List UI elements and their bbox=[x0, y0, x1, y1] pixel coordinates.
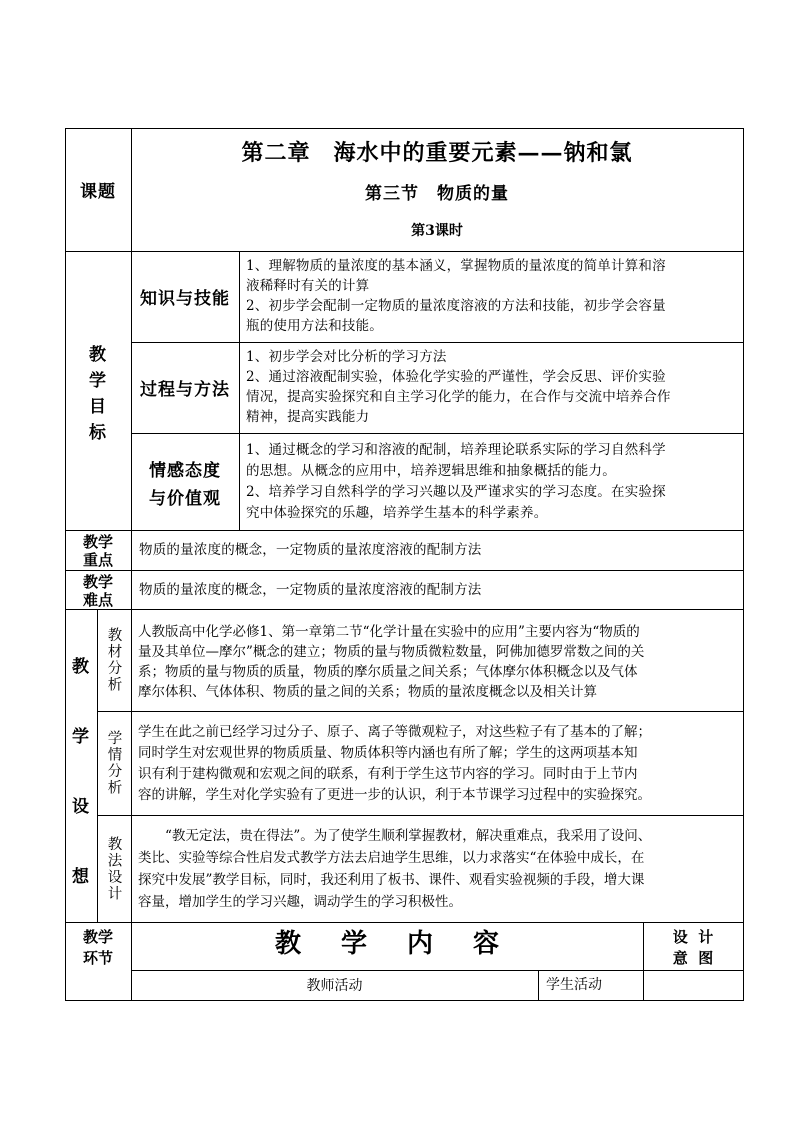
text-line: 2、通过溶液配制实验，体验化学实验的严谨性，学会反思、评价实验 bbox=[246, 369, 666, 385]
process-method-text bbox=[246, 347, 740, 431]
design-label-char: 想 bbox=[72, 866, 90, 887]
objectives-label-char: 学 bbox=[89, 370, 107, 391]
knowledge-skills-label: 知识与技能 bbox=[140, 289, 230, 309]
textbook-analysis-text bbox=[138, 622, 742, 708]
text-line: 量及其单位—摩尔”概念的建立；物质的量与物质微粒数量，阿佛加德罗常数之间的关 bbox=[138, 644, 645, 660]
design-intent-line: 意 图 bbox=[672, 948, 714, 967]
lesson-title: 第3课时 bbox=[411, 223, 463, 239]
key-point-text: 物质的量浓度的概念，一定物质的量浓度溶液的配制方法 bbox=[139, 542, 482, 558]
emotion-values-label-line: 情感态度 bbox=[149, 460, 221, 481]
design-label bbox=[65, 609, 97, 922]
stage-label bbox=[65, 922, 131, 970]
topic-label: 课题 bbox=[80, 182, 116, 202]
text-line: “教无定法，贵在得法”。为了使学生顺利掌握教材，解决重难点，我采用了设问、 bbox=[138, 828, 652, 844]
emotion-values-text bbox=[246, 440, 740, 528]
knowledge-skills-text bbox=[246, 256, 740, 340]
student-analysis-label: 学情分析 bbox=[105, 730, 122, 796]
text-line: 摩尔体积、气体体积、物质的量之间的关系；物质的量浓度概念以及相关计算 bbox=[138, 684, 597, 700]
text-line: 精神，提高实践能力 bbox=[246, 409, 370, 425]
text-line: 2、培养学习自然科学的学习兴趣以及严谨求实的学习态度。在实验探 bbox=[246, 484, 666, 500]
text-line: 2、初步学会配制一定物质的量浓度溶液的方法和技能，初步学会容量 bbox=[246, 298, 666, 314]
text-line: 1、初步学会对比分析的学习方法 bbox=[246, 349, 447, 365]
method-design-text bbox=[138, 826, 742, 916]
text-line: 识有利于建构微观和宏观之间的联系，有利于学生这节内容的学习。同时由于上节内 bbox=[138, 766, 638, 782]
textbook-analysis-label-cell bbox=[97, 609, 131, 711]
text-line: 同时学生对宏观世界的物质质量、物质体积等内涵也有所了解；学生的这两项基本知 bbox=[138, 745, 638, 761]
difficulty-text: 物质的量浓度的概念，一定物质的量浓度溶液的配制方法 bbox=[139, 582, 482, 598]
text-line: 探究中发展”教学目标，同时，我还利用了板书、课件、观看实验视频的手段，增大课 bbox=[138, 872, 645, 888]
text-line: 1、理解物质的量浓度的基本涵义，掌握物质的量浓度的简单计算和溶 bbox=[246, 258, 666, 274]
objectives-label-char: 教 bbox=[89, 344, 107, 365]
section-title: 第三节 物质的量 bbox=[365, 183, 509, 204]
text-line: 容量，增加学生的学习兴趣，调动学生的学习积极性。 bbox=[138, 894, 462, 910]
method-design-label: 教法设计 bbox=[105, 835, 122, 902]
key-point-label-line: 重点 bbox=[82, 550, 113, 569]
text-line: 瓶的使用方法和技能。 bbox=[246, 318, 383, 334]
design-intent-line: 设 计 bbox=[672, 927, 714, 946]
text-line: 系；物质的量与物质的质量，物质的摩尔质量之间关系；气体摩尔体积概念以及气体 bbox=[138, 664, 638, 680]
textbook-analysis-label: 教材分析 bbox=[105, 627, 122, 693]
text-line: 的思想。从概念的应用中，培养逻辑思维和抽象概括的能力。 bbox=[246, 463, 616, 479]
objectives-label bbox=[65, 251, 131, 530]
student-analysis-text bbox=[138, 722, 742, 810]
stage-label-line: 环节 bbox=[82, 948, 113, 967]
stage-label-line: 教学 bbox=[82, 927, 113, 946]
design-label-char: 教 bbox=[72, 656, 90, 677]
chapter-title: 第二章 海水中的重要元素——钠和氯 bbox=[241, 139, 633, 166]
text-line: 1、通过概念的学习和溶液的配制，培养理论联系实际的学习自然科学 bbox=[246, 442, 666, 458]
key-point-label-line: 教学 bbox=[82, 532, 113, 551]
design-label-char: 设 bbox=[72, 796, 90, 817]
text-line: 学生在此之前已经学习过分子、原子、离子等微观粒子，对这些粒子有了基本的了解； bbox=[138, 724, 651, 740]
difficulty-label-line: 教学 bbox=[82, 572, 113, 591]
emotion-values-label-line: 与价值观 bbox=[149, 488, 221, 509]
objectives-label-char: 目 bbox=[89, 396, 107, 417]
difficulty-label bbox=[65, 570, 131, 609]
student-activity-header: 学生活动 bbox=[546, 977, 602, 993]
content-title: 教学内容 bbox=[274, 928, 539, 959]
objectives-label-char: 标 bbox=[89, 422, 107, 443]
method-design-label-cell bbox=[97, 815, 131, 922]
design-intent-label bbox=[643, 922, 743, 970]
teacher-activity-header: 教师活动 bbox=[306, 978, 363, 994]
text-line: 容的讲解，学生对化学实验有了更进一步的认识，利于本节课学习过程中的实验探究。 bbox=[138, 787, 651, 803]
text-line: 液稀释时有关的计算 bbox=[246, 278, 370, 294]
emotion-values-label bbox=[131, 433, 239, 530]
text-line: 人教版高中化学必修1、第一章第二节“化学计量在实验中的应用”主要内容为“物质的 bbox=[138, 624, 640, 640]
text-line: 类比、实验等综合性启发式教学方法去启迪学生思维，以力求落实“在体验中成长，在 bbox=[138, 850, 645, 866]
student-analysis-label-cell bbox=[97, 711, 131, 815]
process-method-label: 过程与方法 bbox=[140, 380, 230, 400]
design-label-char: 学 bbox=[72, 726, 90, 747]
difficulty-label-line: 难点 bbox=[82, 590, 113, 609]
text-line: 究中体验探究的乐趣，培养学生基本的科学素养。 bbox=[246, 505, 548, 521]
text-line: 情况，提高实验探究和自主学习化学的能力，在合作与交流中培养合作 bbox=[246, 389, 671, 405]
key-point-label bbox=[65, 530, 131, 570]
